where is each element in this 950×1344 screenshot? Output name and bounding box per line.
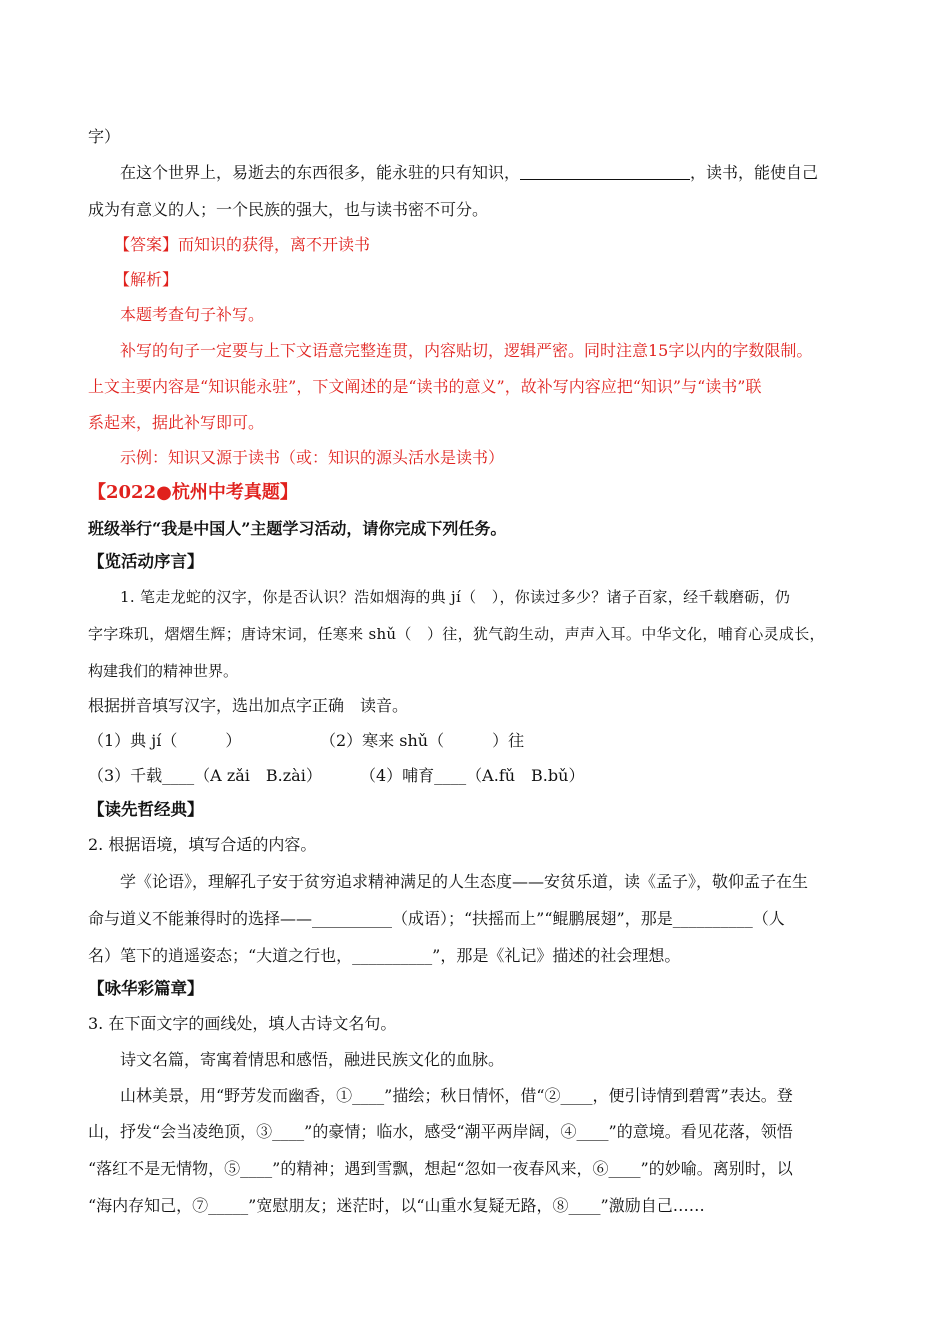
q2-passage-line-3: 名）笔下的逍遥姿态；“大道之行也，__________”，那是《礼记》描述的社会理想。 [88, 946, 681, 965]
q1-option-2: （2）寒来 shǔ（ ）往 [320, 731, 525, 750]
q1-option-3: （3）千载____（A zǎi B.zài） [88, 766, 322, 785]
bullet-dot-icon: ● [156, 482, 172, 503]
q3-prompt: 3. 在下面文字的画线处，填人古诗文名句。 [88, 1014, 397, 1033]
q3-passage-line-5: “海内存知己，⑦_____”宽慰朋友；迷茫时，以“山重水复疑无路，⑧____”激励自己…… [88, 1196, 705, 1215]
prev-question-paragraph-line-1: 在这个世界上，易逝去的东西很多，能永驻的只有知识， ，读书，能使自己 [120, 163, 819, 182]
analysis-line-3: 上文主要内容是“知识能永驻”，下文阐述的是“读书的意义”，故补写内容应把“知识”与“读书”联 [88, 377, 762, 396]
q1-passage-line-1: 1. 笔走龙蛇的汉字，你是否认识？浩如烟海的典 jí（ ），你读过多少？诸子百家，经千载磨砺，仍 [120, 588, 791, 606]
fill-blank[interactable] [520, 163, 690, 180]
q1-header: 【览活动序言】 [88, 552, 204, 571]
section-intro: 班级举行“我是中国人”主题学习活动，请你完成下列任务。 [88, 519, 507, 538]
q1-option-4: （4）哺育____（A.fǔ B.bǔ） [360, 766, 585, 785]
analysis-line-4: 系起来，据此补写即可。 [88, 413, 265, 432]
analysis-label: 【解析】 [114, 270, 179, 289]
section-title: 【2022●杭州中考真题】 [88, 482, 298, 503]
prev-question-tail: 字） [88, 127, 121, 146]
analysis-line-2: 补写的句子一定要与上下文语意完整连贯，内容贴切，逻辑严密。同时注意15字以内的字数限制。 [120, 341, 813, 360]
q3-passage-line-2: 山林美景，用“野芳发而幽香，①____”描绘；秋日情怀，借“②____，便引诗情到碧霄”表达。登 [120, 1086, 793, 1105]
q3-passage-line-1: 诗文名篇，寄寓着情思和感悟，融进民族文化的血脉。 [120, 1050, 505, 1069]
q2-passage-line-2: 命与道义不能兼得时的选择——__________（成语）；“扶摇而上”“鲲鹏展翅”，那是__________（人 [88, 909, 785, 928]
q1-passage-line-2: 字字珠玑，熠熠生辉；唐诗宋词，任寒来 shǔ（ ）往，犹气韵生动，声声入耳。中华文化，哺育心灵成长， [88, 625, 825, 643]
q1-option-1: （1）典 jí（ ） [88, 731, 242, 750]
answer-line: 【答案】而知识的获得，离不开读书 [114, 235, 371, 254]
q2-prompt: 2. 根据语境，填写合适的内容。 [88, 835, 317, 854]
q3-passage-line-3: 山，抒发“会当凌绝顶，③____”的豪情；临水，感受“潮平两岸阔，④____”的意境。看见花落，领悟 [88, 1122, 793, 1141]
q3-header: 【咏华彩篇章】 [88, 979, 204, 998]
analysis-line-1: 本题考查句子补写。 [120, 305, 265, 324]
q3-passage-line-4: “落红不是无情物，⑤____”的精神；遇到雪飘，想起“忽如一夜春风来，⑥____”的妙喻。离别时，以 [88, 1159, 793, 1178]
q2-passage-line-1: 学《论语》，理解孔子安于贫穷追求精神满足的人生态度——安贫乐道，读《孟子》，敬仰孟子在生 [120, 872, 809, 891]
analysis-example: 示例：知识又源于读书（或：知识的源头活水是读书） [120, 448, 505, 467]
q2-header: 【读先哲经典】 [88, 800, 204, 819]
prev-question-paragraph-line-2: 成为有意义的人；一个民族的强大，也与读书密不可分。 [88, 200, 489, 219]
q1-instruction: 根据拼音填写汉字，选出加点字正确 读音。 [88, 696, 409, 715]
q1-passage-line-3: 构建我们的精神世界。 [88, 662, 239, 680]
